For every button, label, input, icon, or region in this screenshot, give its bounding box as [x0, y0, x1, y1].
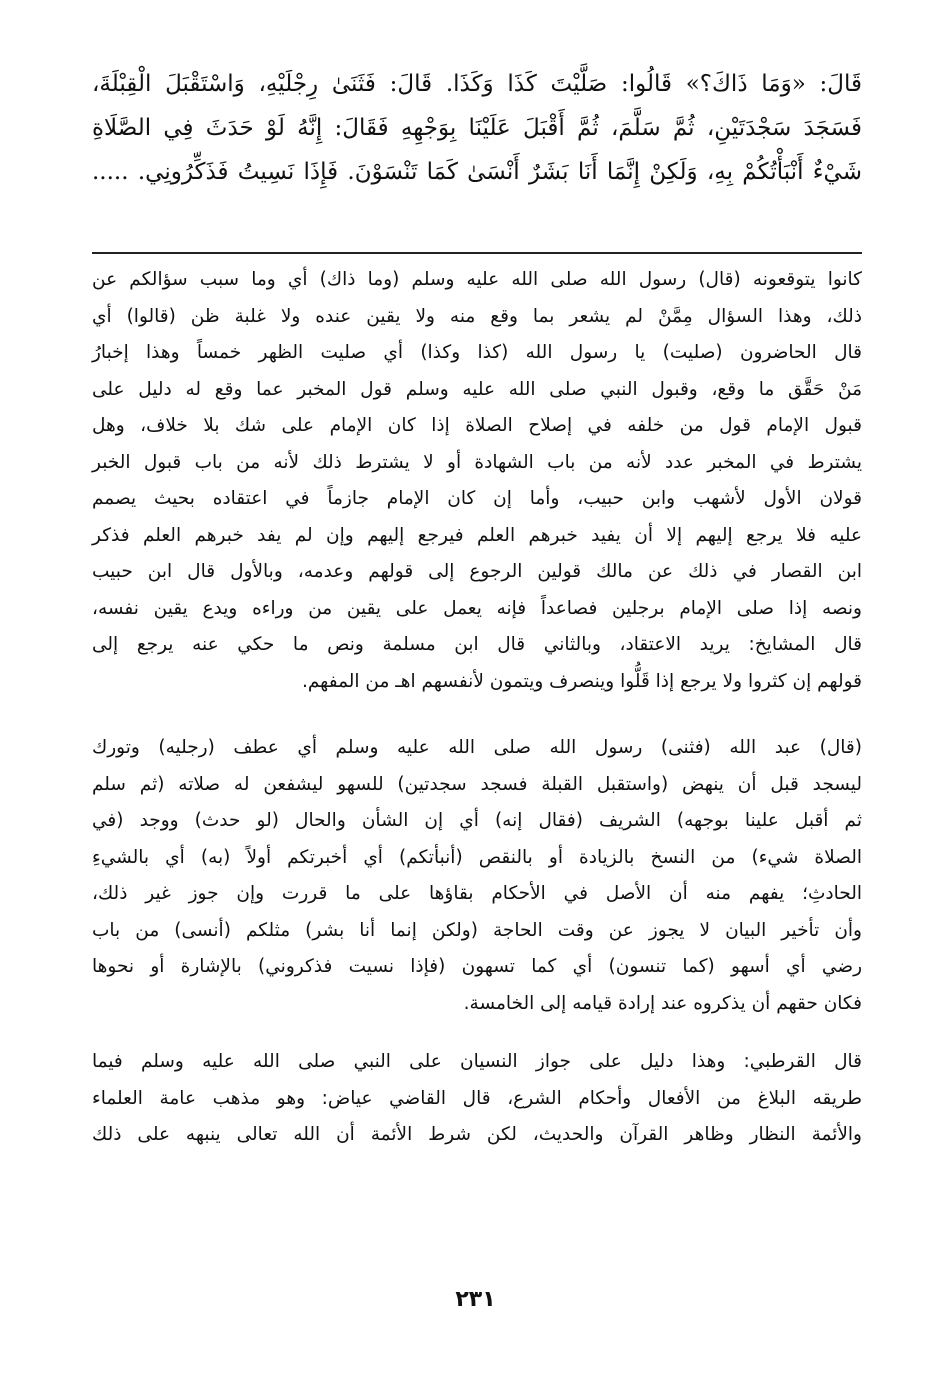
- hadith-line: شَيْءٌ أَنْبَأْتُكُمْ بِهِ، وَلَكِنْ إِنَّمَا أَنَا بَشَرٌ أَنْسَىٰ كَمَا تَنْسَوْنَ. فَإِذَا نَسِيتُ فَذَكِّرُونِي. .....: [92, 159, 862, 185]
- text-line: (قال) عبد الله (فثنى) رسول الله صلى الله عليه وسلم أي عطف (رجليه) وتورك: [92, 737, 862, 758]
- separator-rule: [92, 252, 862, 254]
- hadith-line: قَالَ: «وَمَا ذَاكَ؟» قَالُوا: صَلَّيْتَ كَذَا وَكَذَا. قَالَ: فَثَنَىٰ رِجْلَيْهِ، وَاسْتَقْبَلَ الْقِبْلَةَ،: [92, 71, 862, 97]
- text-line: ونصه إذا صلى الإمام برجلين فصاعداً فإنه يعمل على يقين من وراءه ويدع يقين نفسه،: [92, 597, 862, 619]
- text-line: الحادثِ؛ يفهم منه أن الأصل في الأحكام بقاؤها على ما قررت وإن جوز غير ذلك،: [92, 883, 862, 904]
- text-line: وأن تأخير البيان لا يجوز عن وقت الحاجة (ولكن إنما أنا بشر) مثلكم (أنسى) من باب: [92, 919, 862, 941]
- text-line: قبول الإمام قول من خلفه في إصلاح الصلاة إذا كان الإمام على شك بلا خلاف، وهل: [92, 415, 862, 436]
- hadith-text: [92, 62, 862, 194]
- commentary-paragraph-1: [92, 262, 862, 700]
- text-line: كانوا يتوقعونه (قال) رسول الله صلى الله عليه وسلم (وما ذاك) أي وما سبب سؤالكم عن: [92, 269, 862, 290]
- text-line: ذلك، وهذا السؤال مِمَّنْ لم يشعر بما وقع منه ولا يقين عنده ولا غلبة ظن (قالوا) أي: [92, 305, 862, 327]
- hadith-line: فَسَجَدَ سَجْدَتَيْنِ، ثُمَّ سَلَّمَ، ثُمَّ أَقْبَلَ عَلَيْنَا بِوَجْهِهِ فَقَالَ: إِنَّهُ لَوْ حَدَثَ فِي الصَّلَاةِ: [92, 115, 862, 141]
- text-line: يشترط في المخبر عدد لأنه من باب الشهادة أو لا يشترط ذلك لأنه من باب قبول الخبر: [92, 451, 862, 473]
- text-line: قولان الأول لأشهب وابن حبيب، وأما إن كان الإمام جازماً في اعتقاده بحيث يصمم: [92, 488, 862, 509]
- commentary-paragraph-3: [92, 1044, 862, 1154]
- text-line: ابن القصار في ذلك عن مالك قولين الرجوع إلى قولهم وعدمه، وبالأول قال ابن حبيب: [92, 561, 862, 582]
- text-line: ليسجد قبل أن ينهض (واستقبل القبلة فسجد سجدتين) للسهو ليشفعن له صلاته (ثم سلم: [92, 773, 862, 795]
- text-line: ثم أقبل علينا بوجهه) الشريف (فقال إنه) أي إن الشأن والحال (لو حدث) ووجد (في: [92, 810, 862, 831]
- text-line: قال الحاضرون (صليت) يا رسول الله (كذا وكذا) أي صليت الظهر خمساً وهذا إخبارُ: [92, 342, 862, 363]
- text-line: قولهم إن كثروا ولا يرجع إذا قَلُّوا وينصرف ويتمون لأنفسهم اهـ من المفهم.: [301, 670, 862, 692]
- text-line: قال المشايخ: يريد الاعتقاد، وبالثاني قال ابن مسلمة ونص ما حكي عنه يرجع إلى: [92, 634, 862, 655]
- page-number: ٢٣١: [455, 1287, 496, 1312]
- text-line: والأئمة النظار وظاهر القرآن والحديث، لكن شرط الأئمة أن الله تعالى ينبهه على ذلك: [92, 1124, 862, 1145]
- text-line: قال القرطبي: وهذا دليل على جواز النسيان على النبي صلى الله عليه وسلم فيما: [92, 1051, 862, 1072]
- commentary-section: [92, 262, 862, 1154]
- text-line: فكان حقهم أن يذكروه عند إرادة قيامه إلى الخامسة.: [463, 992, 862, 1014]
- commentary-paragraph-2: [92, 730, 862, 1022]
- text-line: مَنْ حَقَّق ما وقع، وقبول النبي صلى الله عليه وسلم قول المخبر عما وقع له دليل على: [92, 378, 862, 400]
- text-line: طريقه البلاغ من الأفعال وأحكام الشرع، قال القاضي عياض: وهو مذهب عامة العلماء: [92, 1087, 862, 1109]
- text-line: رضي أي أسهو (كما تنسون) أي كما تسهون (فإذا نسيت فذكروني) بالإشارة أو نحوها: [92, 956, 862, 977]
- text-line: الصلاة شيء) من النسخ بالزيادة أو بالنقص (أنبأتكم) أي أخبرتكم أولاً (به) أي بالشيءِ: [92, 846, 862, 868]
- text-line: عليه فلا يرجع إليهم إلا أن يفيد خبرهم العلم فيرجع إليهم وإن لم يفد خبرهم العلم فذكر: [92, 524, 862, 546]
